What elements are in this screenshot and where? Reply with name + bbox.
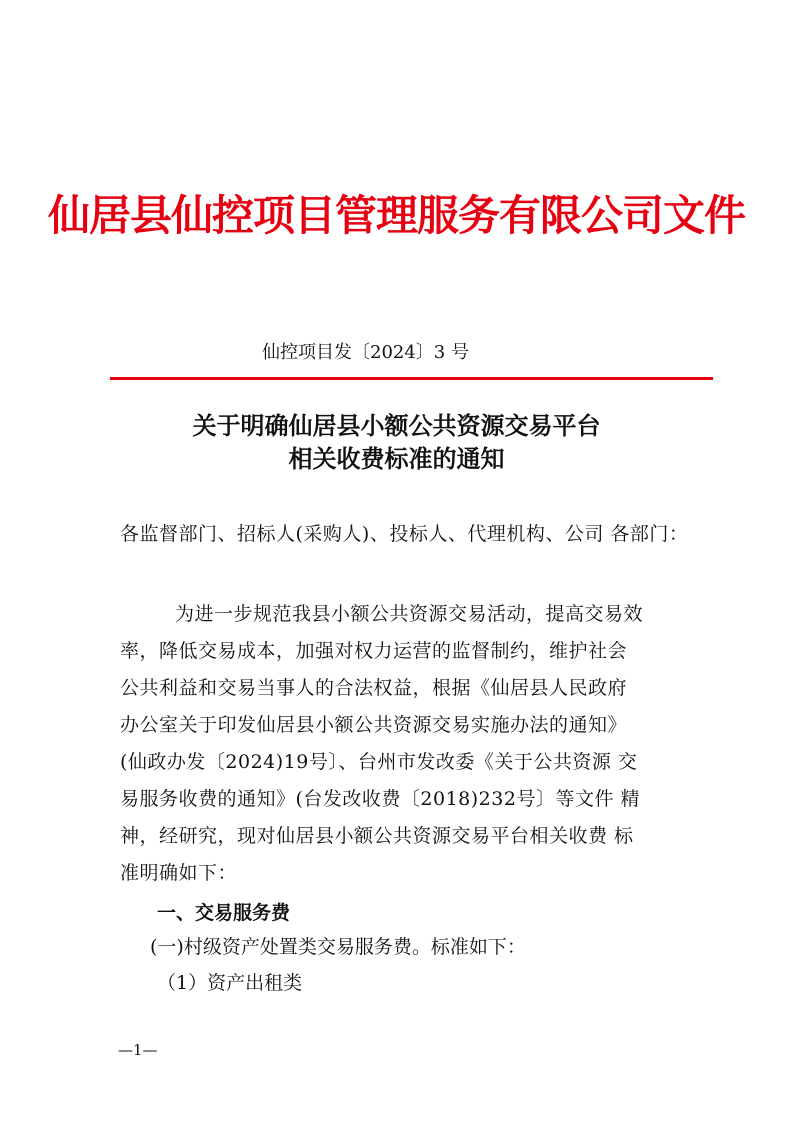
document-header-title: 仙居县仙控项目管理服务有限公司文件 [47,191,745,240]
notice-title-line-2: 相关收费标准的通知 [288,444,505,473]
body-line: (仙政办发〔2024)19号〕、台州市发改委《关于公共资源 交 [120,751,638,773]
document-number: 仙控项目发〔2024〕3 号 [262,342,469,363]
body-line: 易服务收费的通知》(台发改收费〔2018)232号〕等文件 精 [120,788,640,810]
body-line: 准明确如下： [120,862,238,884]
body-line: 率，降低交易成本，加强对权力运营的监督制约，维护社会 [120,640,628,662]
subsection-heading: (一)村级资产处置类交易服务费。标准如下： [150,936,526,958]
recipients-salutation: 各监督部门、招标人(采购人)、投标人、代理机构、公司 各部门： [120,523,689,545]
body-line: 公共利益和交易当事人的合法权益，根据《仙居县人民政府 [120,677,628,699]
notice-title-line-1: 关于明确仙居县小额公共资源交易平台 [192,411,601,440]
red-divider-line [110,377,713,380]
body-line: 为进一步规范我县小额公共资源交易活动，提高交易效 [175,603,644,625]
section-heading: 一、交易服务费 [157,902,291,924]
body-paragraph [120,596,690,892]
notice-title [0,409,793,475]
body-line: 办公室关于印发仙居县小额公共资源交易实施办法的通知》 [120,714,628,736]
list-item: （1）资产出租类 [157,972,303,994]
page-number: —1— [118,1041,158,1059]
body-line: 神，经研究，现对仙居县小额公共资源交易平台相关收费 标 [120,825,634,847]
